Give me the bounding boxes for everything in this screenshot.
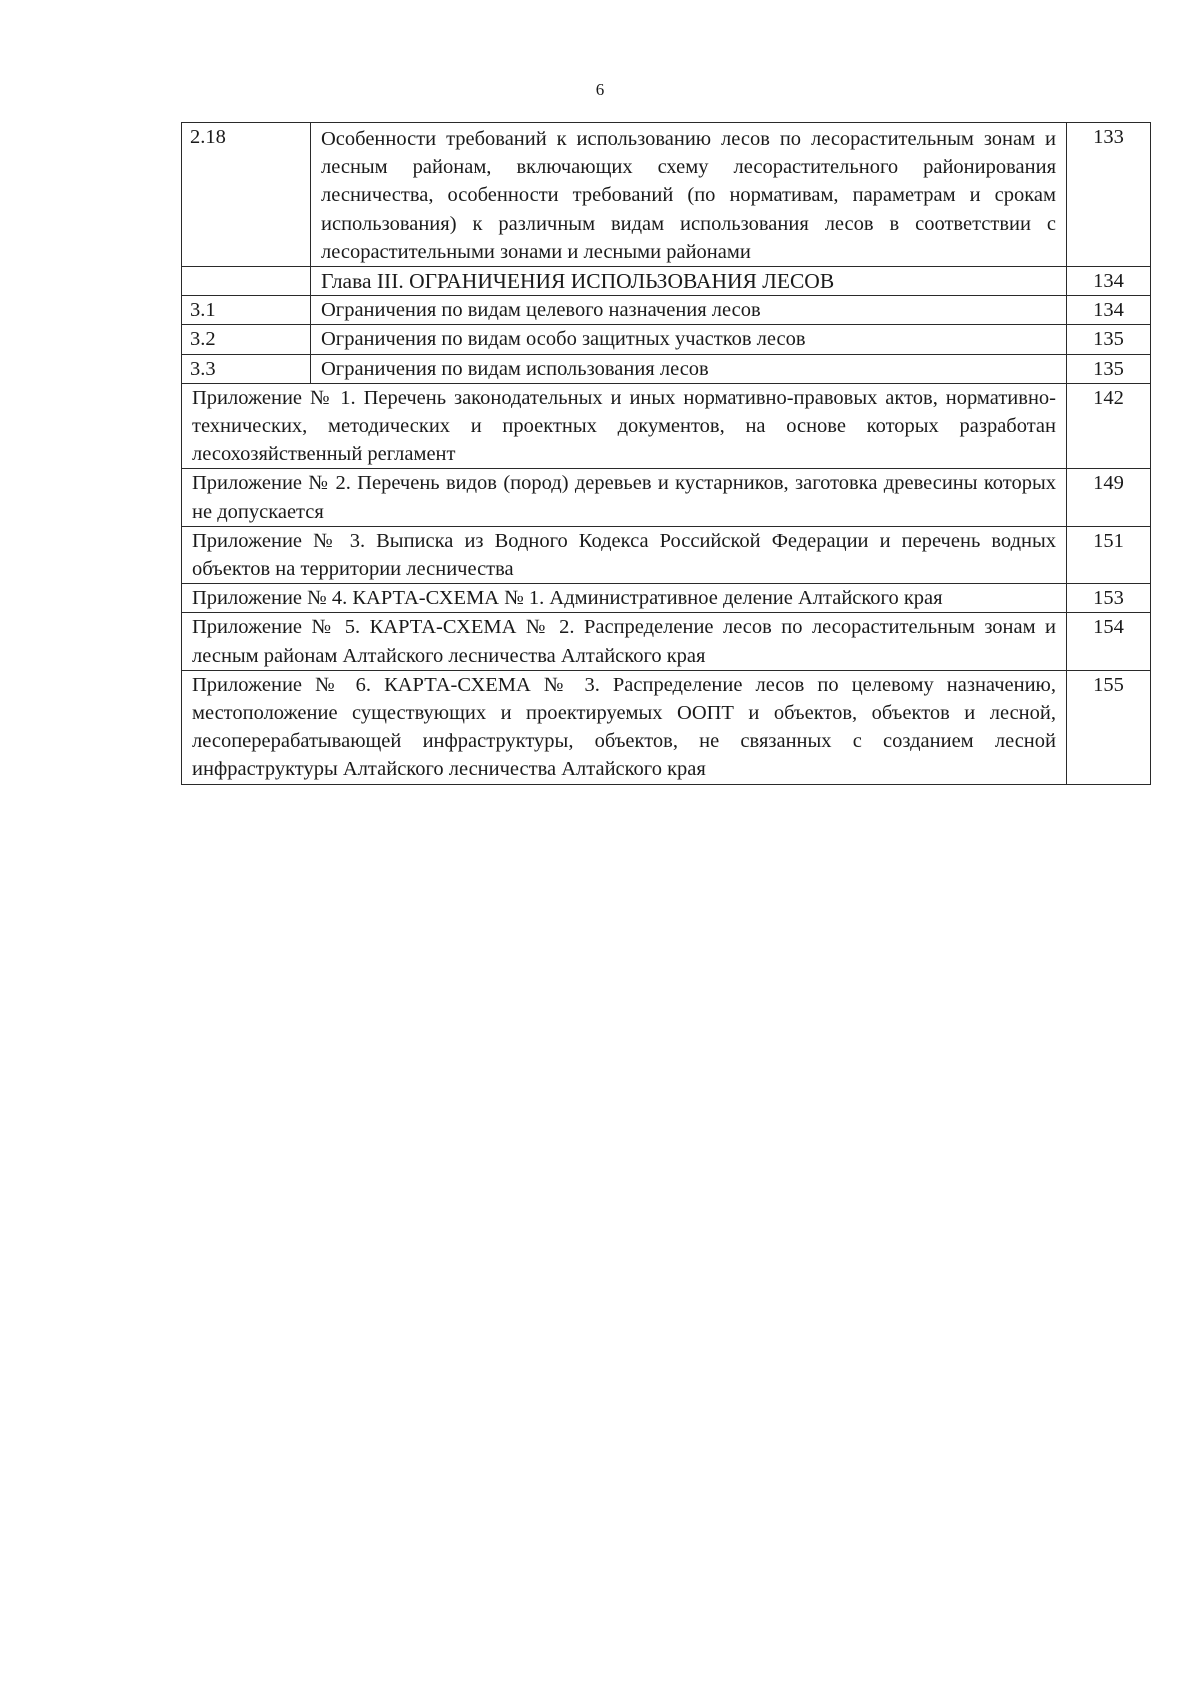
toc-appendix-title: Приложение № 3. Выписка из Водного Кодекса Российской Федерации и перечень водных объектов на территории лесничества xyxy=(182,526,1067,583)
toc-section-title: Ограничения по видам использования лесов xyxy=(311,354,1067,383)
toc-appendix-title: Приложение № 5. КАРТА-СХЕМА № 2. Распределение лесов по лесорастительным зонам и лесным районам Алтайского лесничества Алтайского края xyxy=(182,613,1067,670)
toc-row-appendix-2 xyxy=(182,469,1151,526)
toc-row-3-2 xyxy=(182,325,1151,354)
toc-appendix-title: Приложение № 2. Перечень видов (пород) деревьев и кустарников, заготовка древесины которых не допускается xyxy=(182,469,1067,526)
toc-page-number: 149 xyxy=(1067,469,1151,526)
toc-section-title: Ограничения по видам особо защитных участков лесов xyxy=(311,325,1067,354)
toc-appendix-title: Приложение № 4. КАРТА-СХЕМА № 1. Административное деление Алтайского края xyxy=(182,584,1067,613)
toc-page-number: 151 xyxy=(1067,526,1151,583)
page-number: 6 xyxy=(595,80,605,99)
toc-page-number: 155 xyxy=(1067,670,1151,784)
toc-section-title: Ограничения по видам целевого назначения лесов xyxy=(311,296,1067,325)
toc-page-number: 142 xyxy=(1067,383,1151,469)
toc-row-appendix-6 xyxy=(182,670,1151,784)
toc-row-3-1 xyxy=(182,296,1151,325)
toc-section-number: 3.1 xyxy=(182,296,311,325)
toc-section-number xyxy=(182,267,311,296)
toc-page-number: 135 xyxy=(1067,325,1151,354)
toc-section-title: Особенности требований к использованию лесов по лесорастительным зонам и лесным районам, включающих схему лесорастительного районирования лесничества, особенности требований (по нормативам, параметрам и срокам использования) к различным видам использования лесов в соответствии с лесорастительными зонами и лесными районами xyxy=(311,123,1067,267)
toc-page-number: 154 xyxy=(1067,613,1151,670)
toc-row-3-3 xyxy=(182,354,1151,383)
toc-page-number: 134 xyxy=(1067,267,1151,296)
toc-row-appendix-5 xyxy=(182,613,1151,670)
toc-section-number: 2.18 xyxy=(182,123,311,267)
toc-page-number: 133 xyxy=(1067,123,1151,267)
toc-row-2-18 xyxy=(182,123,1151,267)
toc-row-chapter-3 xyxy=(182,267,1151,296)
toc-row-appendix-1 xyxy=(182,383,1151,469)
toc-appendix-title: Приложение № 1. Перечень законодательных и иных нормативно-правовых актов, нормативно-технических, методических и проектных документов, на основе которых разработан лесохозяйственный регламент xyxy=(182,383,1067,469)
toc-chapter-title: Глава III. ОГРАНИЧЕНИЯ ИСПОЛЬЗОВАНИЯ ЛЕСОВ xyxy=(311,267,1067,296)
toc-appendix-title: Приложение № 6. КАРТА-СХЕМА № 3. Распределение лесов по целевому назначению, местоположение существующих и проектируемых ООПТ и объектов, объектов и лесной, лесоперерабатывающей инфраструктуры, объектов, не связанных с созданием лесной инфраструктуры Алтайского лесничества Алтайского края xyxy=(182,670,1067,784)
toc-page-number: 153 xyxy=(1067,584,1151,613)
table-of-contents xyxy=(181,122,1151,785)
toc-section-number: 3.3 xyxy=(182,354,311,383)
toc-page-number: 134 xyxy=(1067,296,1151,325)
toc-page-number: 135 xyxy=(1067,354,1151,383)
toc-section-number: 3.2 xyxy=(182,325,311,354)
toc-row-appendix-3 xyxy=(182,526,1151,583)
toc-row-appendix-4 xyxy=(182,584,1151,613)
